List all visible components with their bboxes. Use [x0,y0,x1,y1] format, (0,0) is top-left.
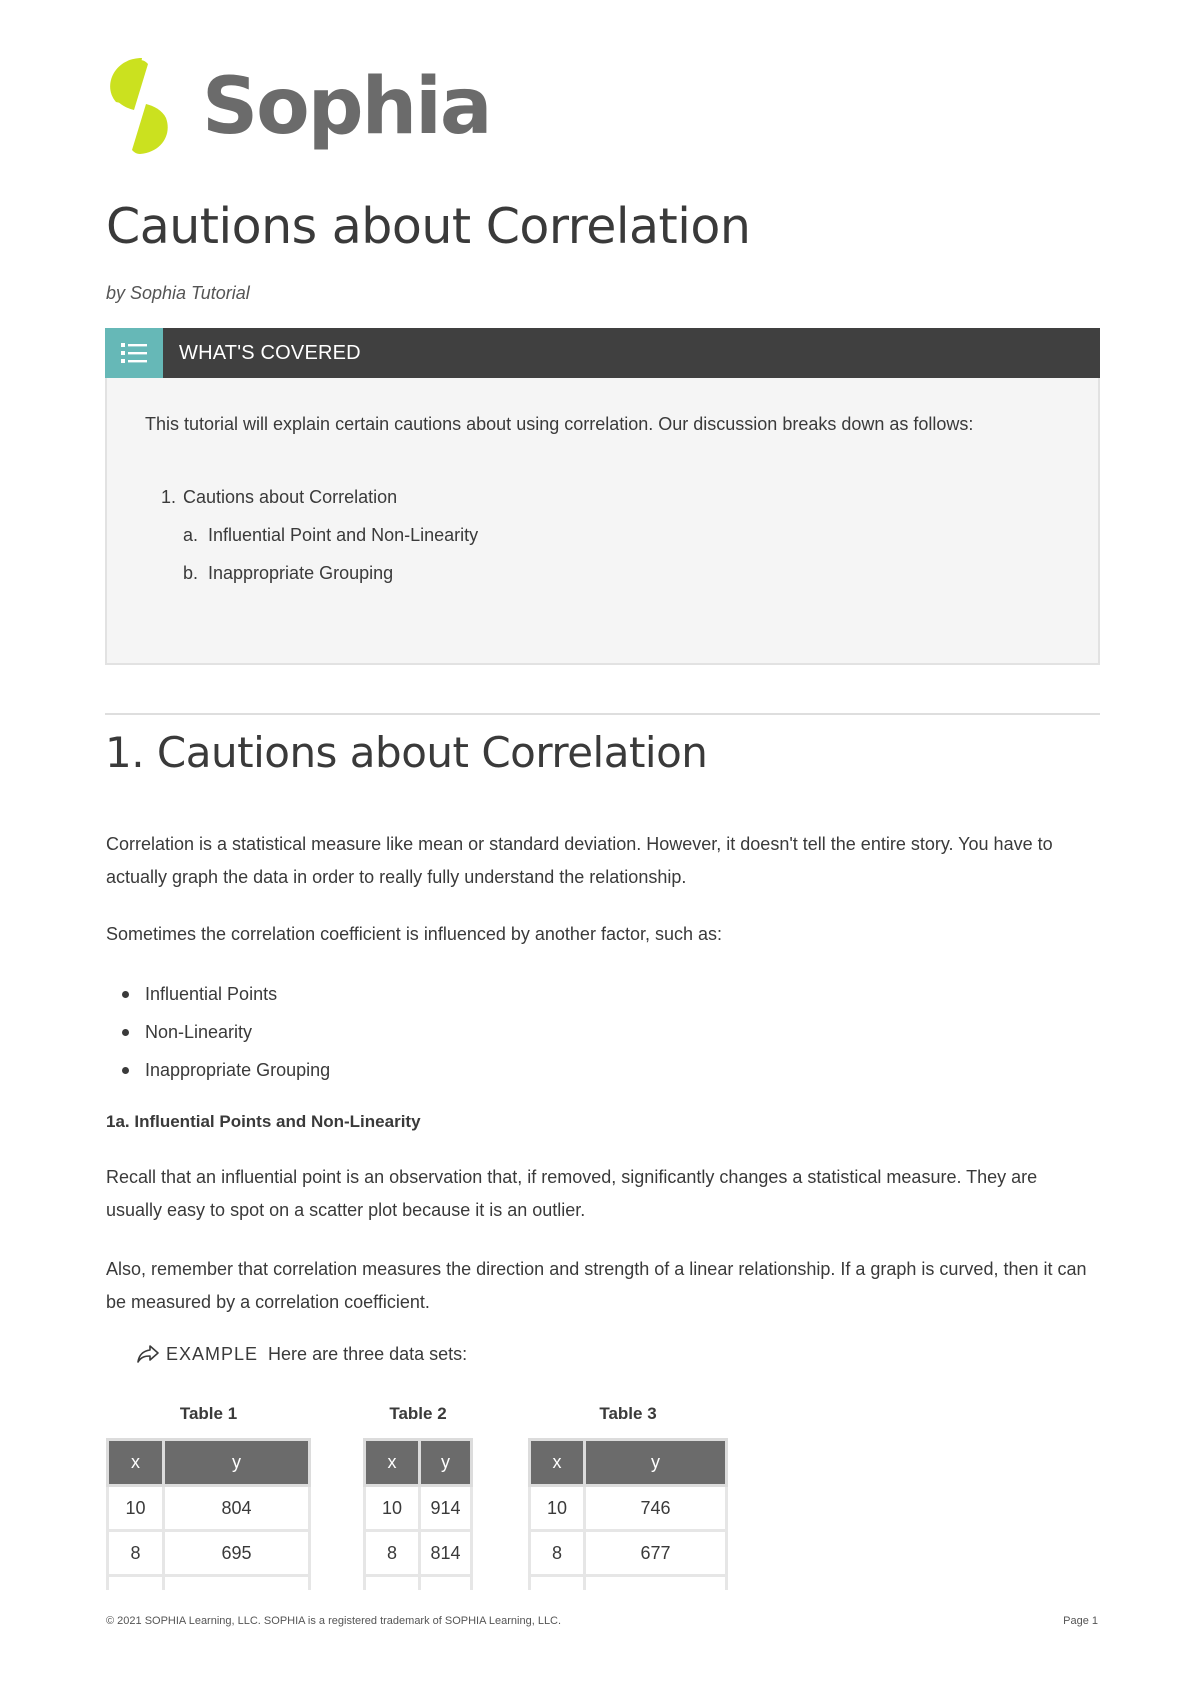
section-divider [105,713,1100,715]
column-header: y [420,1440,472,1486]
outline-number: b. [183,563,199,583]
list-icon [105,328,163,378]
paragraph: Also, remember that correlation measures the direction and strength of a linear relationship. If a graph is curved, then it can be measured by a correlation coefficient. [106,1259,1087,1312]
outline-list [145,478,1060,592]
outline-text: Influential Point and Non-Linearity [208,525,479,545]
list-item [122,1051,330,1089]
paragraph: Sometimes the correlation coefficient is influenced by another factor, such as: [106,924,722,944]
whats-covered-label: WHAT'S COVERED [179,341,361,364]
outline-number: a. [183,525,199,545]
column-header: x [530,1440,585,1486]
table-cell: 8 [530,1531,585,1576]
table-row [365,1531,472,1576]
table-row [108,1531,310,1576]
sophia-logo [104,56,491,158]
data-table [363,1438,473,1590]
bullet-list [122,975,330,1089]
table-row [530,1531,727,1576]
table-cell: 804 [164,1486,310,1531]
whats-covered-box [105,328,1100,665]
sophia-logo-text: Sophia [202,62,491,152]
table-row-cut [108,1576,310,1590]
outline-text: Cautions about Correlation [183,487,398,507]
table-caption: Table 1 [179,1404,238,1423]
data-table [528,1438,728,1590]
paragraph: Recall that an influential point is an observation that, if removed, significantly changes a statistical measure. They are usually easy to spot on a scatter plot because it is an outlier. [106,1167,1038,1220]
data-table [106,1438,311,1590]
subsection-heading: 1a. Influential Points and Non-Linearity [106,1112,421,1131]
column-header: y [164,1440,310,1486]
table-cell: 914 [420,1486,472,1531]
table-row-cut [530,1576,727,1590]
table-header-row [108,1440,310,1486]
table-header-row [365,1440,472,1486]
example-tag: EXAMPLE [166,1343,259,1364]
page-title: Cautions about Correlation [106,198,751,255]
table-cell: 10 [108,1486,164,1531]
table-row [365,1486,472,1531]
table-caption: Table 3 [599,1404,657,1423]
table-cell: 8 [108,1531,164,1576]
table-cell: 8 [365,1531,420,1576]
table-row [108,1486,310,1531]
list-item-text: Non-Linearity [145,1022,253,1042]
whats-covered-header [105,328,1100,378]
table-cell: 695 [164,1531,310,1576]
table-cell: 10 [530,1486,585,1531]
bullet-icon [122,1067,129,1074]
section-heading: 1. Cautions about Correlation [105,728,708,777]
table-cell: 814 [420,1531,472,1576]
byline: by Sophia Tutorial [106,283,250,303]
table-caption: Table 2 [389,1404,447,1423]
page-number: Page 1 [1063,1615,1098,1627]
outline-item [161,554,1060,592]
example-callout [136,1343,467,1365]
table-cell: 10 [365,1486,420,1531]
outline-item [161,478,1060,516]
table-row [530,1486,727,1531]
column-header: x [365,1440,420,1486]
list-item [122,1013,330,1051]
list-item [122,975,330,1013]
paragraph: Correlation is a statistical measure like mean or standard deviation. However, it doesn't tell the entire story. You have to actually graph the data in order to really fully understand the relationship. [106,834,1053,887]
outline-item [161,516,1060,554]
column-header: y [585,1440,727,1486]
table-header-row [530,1440,727,1486]
list-item-text: Inappropriate Grouping [145,1060,331,1080]
list-item-text: Influential Points [145,984,278,1004]
share-arrow-icon [136,1343,160,1365]
bullet-icon [122,991,129,998]
outline-number: 1. [161,487,177,507]
example-text: Here are three data sets: [268,1343,468,1364]
table-cell: 677 [585,1531,727,1576]
table-cell: 746 [585,1486,727,1531]
whats-covered-intro: This tutorial will explain certain cautions about using correlation. Our discussion breaks down as follows: [145,414,974,434]
table-row-cut [365,1576,472,1590]
sophia-logo-icon [104,56,176,158]
outline-text: Inappropriate Grouping [208,563,394,583]
bullet-icon [122,1029,129,1036]
column-header: x [108,1440,164,1486]
footer-copyright: © 2021 SOPHIA Learning, LLC. SOPHIA is a registered trademark of SOPHIA Learning, LLC. [106,1615,562,1627]
